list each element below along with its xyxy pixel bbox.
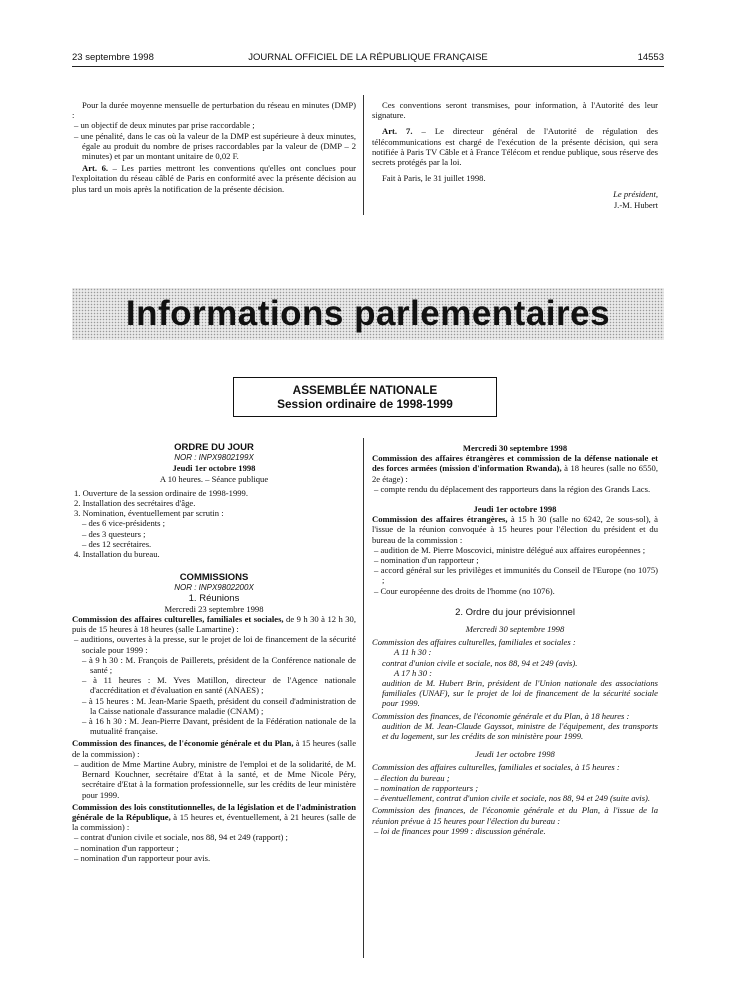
commission-time: à 15 heures (salle de la commission) :	[72, 738, 357, 759]
commission-time: à 15 h 30 (salle no 6242, 2e sous-sol), à l'issue de la réunion convoquée à 15 heures pour l'élection du président et du bureau de la commission :	[372, 514, 658, 545]
article-7-label: Art. 7.	[382, 126, 413, 137]
top-left-column	[72, 100, 356, 194]
assemblee-box	[233, 377, 497, 417]
commission-subitem: – à 15 heures : M. Jean-Marie Spaeth, président du conseil d'administration de la Caisse nationale d'assurance maladie (CNAM) ;	[82, 695, 356, 716]
commission-item: – accord général sur les privilèges et immunités du Conseil de l'Europe (no 1075) ;	[374, 565, 658, 586]
commission-subitem: – à 9 h 30 : M. François de Paillerets, président de la Conférence nationale de santé ;	[82, 654, 356, 676]
dmp-item: – un objectif de deux minutes par prise raccordable ;	[74, 120, 255, 131]
day-heading: Jeudi 1er octobre 1998	[473, 504, 557, 515]
commission-subitem: – à 11 heures : M. Yves Matillon, directeur de l'Agence nationale d'accréditation et d'évaluation en santé (ANAES) ;	[82, 675, 356, 696]
commission-time: à 15 heures et, éventuellement, à 21 heures (salle de la commission) :	[72, 811, 356, 833]
commissions-title: COMMISSIONS	[179, 572, 249, 584]
dmp-item: – une pénalité, dans le cas où la valeur de la DMP est supérieure à deux minutes, égale au produit du nombre de prises raccordables par la valeur de (DMP – 2 minutes) et par un montant unitaire de 0,02 F.	[74, 130, 356, 162]
commission-item: – nomination d'un rapporteur pour avis.	[74, 852, 211, 863]
agenda-item: 1. Ouverture de la session ordinaire de 1998-1999.	[74, 487, 248, 498]
commission-name: Commission des lois constitutionnelles, de la législation et de l'administration générale de la République,	[72, 801, 356, 822]
column-divider-top	[363, 95, 364, 215]
forecast-commission: Commission des affaires culturelles, familiales et sociales, à 15 heures :	[372, 762, 620, 773]
commission-entry	[372, 453, 658, 484]
forecast-time: A 11 h 30 :	[394, 647, 432, 658]
left-column	[72, 443, 356, 863]
article-6-label: Art. 6.	[82, 163, 109, 174]
commission-item: – Cour européenne des droits de l'homme (no 1076).	[374, 585, 555, 596]
forecast-commission: Commission des finances, de l'économie générale et du Plan, à l'issue de la réunion prévue à 15 heures pour l'élection du bureau :	[372, 805, 658, 826]
commission-entry	[72, 614, 356, 634]
commission-item: – nomination d'un rapporteur ;	[374, 555, 479, 566]
dmp-intro: Pour la durée moyenne mensuelle de perturbation du réseau en minutes (DMP) :	[72, 100, 356, 121]
day-heading: Mercredi 30 septembre 1998	[462, 443, 568, 453]
column-divider	[363, 438, 364, 958]
header-page-number: 14553	[637, 52, 664, 63]
commission-time: de 9 h 30 à 12 h 30, puis de 15 heures à 18 heures (salle Lamartine) :	[72, 614, 357, 635]
article-7-text: – Le directeur général de l'Autorité de régulation des télécommunications est chargé de l'exécution de la présente décision, qui sera notifiée à Paris TV Câble et à France Télécom et rendue publique, sous réserve des secrets protégés par la loi.	[372, 126, 658, 168]
conventions-text: Ces conventions seront transmises, pour information, à l'Autorité des leur signature.	[372, 100, 658, 121]
fait-a-paris: Fait à Paris, le 31 juillet 1998.	[382, 173, 486, 184]
commission-item: – audition de Mme Martine Aubry, ministre de l'emploi et de la solidarité, de M. Bernard Kouchner, secrétaire d'Etat à la santé, et de Mme Nicole Péry, secrétaire d'Etat à la formation professionnelle, sur les crédits de leur ministère pour 1999.	[74, 758, 356, 800]
forecast-item: – nomination de rapporteurs ;	[374, 782, 479, 793]
banner-title: Informations parlementaires	[125, 294, 611, 333]
forecast-item: – loi de finances pour 1999 : discussion générale.	[374, 825, 546, 836]
right-column	[372, 443, 658, 836]
forecast-item: contrat d'union civile et sociale, nos 88, 94 et 249 (avis).	[382, 657, 578, 668]
agenda-subitem: – des 12 secrétaires.	[82, 538, 152, 549]
forecast-item: – élection du bureau ;	[374, 772, 450, 783]
header-journal-title: JOURNAL OFFICIEL DE LA RÉPUBLIQUE FRANÇAISE	[248, 52, 488, 63]
forecast-commission: Commission des affaires culturelles, familiales et sociales :	[372, 637, 576, 648]
header-rule	[72, 66, 664, 67]
top-right-column	[372, 100, 658, 210]
nor-reference: NOR : INPX9802199X	[174, 453, 254, 463]
commission-name: Commission des affaires étrangères,	[372, 514, 508, 525]
forecast-item: audition de M. Jean-Claude Gayssot, ministre de l'équipement, des transports et du logement, sur les crédits de son ministère pour 1999.	[382, 720, 658, 742]
day-heading: Mercredi 23 septembre 1998	[164, 603, 264, 614]
commission-item: – compte rendu du déplacement des rapporteurs dans la région des Grands Lacs.	[374, 483, 651, 494]
commission-name: Commission des affaires culturelles, familiales et sociales,	[72, 614, 284, 625]
commission-subitem: – à 16 h 30 : M. Jean-Pierre Davant, président de la Fédération nationale de la mutualité française.	[82, 716, 356, 737]
forecast-commission: Commission des finances, de l'économie générale et du Plan, à 18 heures :	[372, 710, 630, 721]
article-6	[72, 163, 356, 194]
article-7	[372, 126, 658, 167]
agenda-item: 4. Installation du bureau.	[74, 549, 160, 560]
header-date: 23 septembre 1998	[72, 52, 154, 63]
commission-name: Commission des affaires étrangères et commission de la défense nationale et des forces armées (mission d'information Rwanda),	[372, 453, 658, 474]
ordre-du-jour-title: ORDRE DU JOUR	[174, 442, 254, 453]
article-6-text: – Les parties mettront les conventions qu'elles ont conclues pour l'exploitation du réseau câblé de Paris en conformité avec la présente décision au plus tard un mois après la notification de la présente décision.	[72, 163, 357, 194]
section-banner	[72, 288, 664, 340]
nor-reference: NOR : INPX9802200X	[174, 583, 254, 593]
forecast-item: audition de M. Hubert Brin, président de l'Union nationale des associations familiales (UNAF), sur le projet de loi de financement de la sécurité sociale pour 1999.	[382, 678, 658, 709]
commission-entry	[72, 802, 356, 833]
signer-title: Le président,	[613, 189, 658, 200]
forecast-time: A 17 h 30 :	[394, 667, 433, 678]
commission-entry	[72, 738, 356, 758]
agenda-subitem: – des 6 vice-présidents ;	[82, 518, 166, 529]
assemblee-title: ASSEMBLÉE NATIONALE	[292, 383, 438, 397]
seance-line: A 10 heures. – Séance publique	[159, 473, 269, 484]
day-heading: Mercredi 30 septembre 1998	[465, 624, 565, 635]
commission-time: à 18 heures (salle no 6550, 2e étage) :	[372, 463, 658, 484]
forecast-item: – éventuellement, contrat d'union civile et sociale, nos 88, 94 et 249 (suite avis).	[374, 793, 651, 804]
commission-item: – contrat d'union civile et sociale, nos 88, 94 et 249 (rapport) ;	[74, 832, 288, 843]
reunions-title: 1. Réunions	[188, 592, 240, 604]
agenda-item: 3. Nomination, éventuellement par scrutin :	[74, 508, 224, 519]
agenda-item: 2. Installation des secrétaires d'âge.	[74, 498, 196, 509]
session-title: Session ordinaire de 1998-1999	[277, 397, 453, 411]
commission-entry	[372, 514, 658, 545]
commission-name: Commission des finances, de l'économie générale et du Plan,	[72, 738, 294, 749]
commission-item: – auditions, ouvertes à la presse, sur le projet de loi de financement de la sécurité sociale pour 1999 :	[74, 634, 356, 655]
agenda-subitem: – des 3 questeurs ;	[82, 528, 146, 539]
signer-name: J.-M. Hubert	[613, 199, 658, 210]
commission-item: – nomination d'un rapporteur ;	[74, 842, 179, 853]
day-heading: Jeudi 1er octobre 1998	[475, 749, 555, 760]
day-heading: Jeudi 1er octobre 1998	[172, 463, 256, 474]
commission-item: – audition de M. Pierre Moscovici, ministre délégué aux affaires européennes ;	[374, 544, 646, 555]
ordre-previsionnel-title: 2. Ordre du jour prévisionnel	[455, 606, 575, 618]
